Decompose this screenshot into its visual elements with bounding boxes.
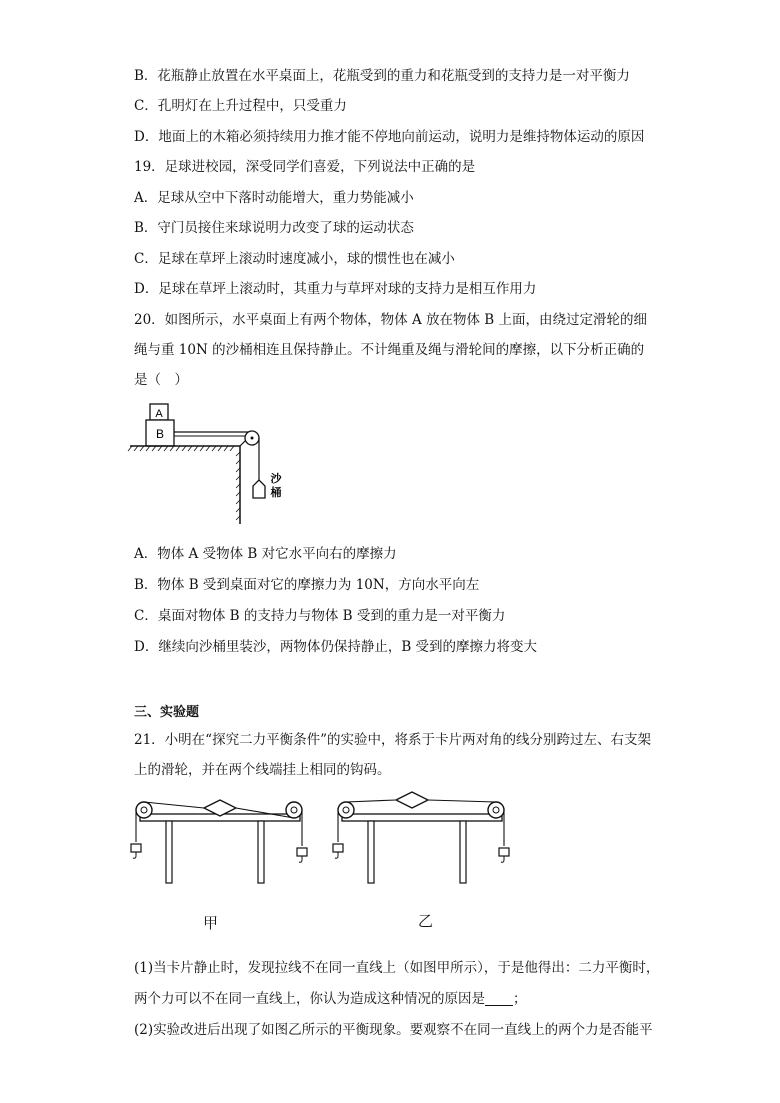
pulley-axle — [251, 437, 254, 440]
hook-right-1 — [299, 856, 302, 862]
thread-right-2 — [428, 800, 496, 802]
q18-option-c: C．孔明灯在上升过程中，只受重力 — [134, 98, 347, 114]
sand-bucket-label-2: 桶 — [270, 486, 282, 499]
table-right-leg-2 — [460, 821, 466, 883]
figure-caption-right: 乙 — [418, 912, 434, 930]
section-heading: 三、实验题 — [134, 705, 200, 720]
table-left-leg-1 — [166, 821, 172, 883]
pulley-left-1-axle — [141, 807, 147, 813]
hook-right-2 — [501, 856, 504, 862]
q21-part1-line-2-end: ； — [513, 991, 527, 1007]
q19-option-c: C．足球在草坪上滚动时速度减小，球的惯性也在减小 — [134, 251, 455, 267]
pulley-left-2-axle — [343, 807, 349, 813]
q19-option-d: D．足球在草坪上滚动时，其重力与草坪对球的支持力是相互作用力 — [134, 281, 537, 297]
q20-option-d: D．继续向沙桶里装沙，两物体仍保持静止，B 受到的摩擦力将变大 — [134, 639, 538, 655]
q20-stem-line-3: 是（ ） — [134, 372, 188, 388]
q21-stem-line-1: 21．小明在“探究二力平衡条件”的实验中，将系于卡片两对角的线分别跨过左、右支架 — [134, 732, 651, 748]
table-left-leg-2 — [258, 821, 264, 883]
table-right-top — [342, 814, 502, 821]
q20-figure — [128, 398, 288, 528]
figure-caption-left: 甲 — [203, 914, 219, 932]
block-a-label: A — [155, 408, 163, 420]
hook-left-2 — [335, 852, 338, 858]
q19-stem: 19．足球进校园，深受同学们喜爱，下列说法中正确的是 — [134, 159, 476, 175]
q21-part1-line-2 — [134, 989, 527, 1009]
q20-stem-line-1: 20．如图所示，水平桌面上有两个物体，物体 A 放在物体 B 上面，由绕过定滑轮的细 — [134, 312, 648, 328]
card-right — [396, 792, 428, 808]
q18-option-d: D．地面上的木箱必须持续用力推才能不停地向前运动，说明力是维持物体运动的原因 — [134, 129, 645, 145]
table-right-leg-1 — [368, 821, 374, 883]
hook-left-1 — [133, 852, 136, 858]
q21-part1-line-1: (1)当卡片静止时，发现拉线不在同一直线上（如图甲所示），于是他得出：二力平衡时， — [134, 960, 660, 976]
pulley-right-1-axle — [291, 807, 297, 813]
q19-option-b: B．守门员接住来球说明力改变了球的运动状态 — [134, 220, 414, 236]
thread-left-2 — [346, 800, 396, 802]
q21-part2-line-1: (2)实验改进后出现了如图乙所示的平衡现象。要观察不在同一直线上的两个力是否能平 — [134, 1022, 653, 1038]
weight-right-2 — [499, 848, 509, 856]
pulley-right-2-axle — [493, 807, 499, 813]
answer-blank[interactable] — [485, 991, 513, 1006]
block-b-label: B — [155, 427, 165, 441]
weight-right-1 — [297, 848, 307, 856]
q21-figure-left — [126, 788, 316, 888]
q20-stem-line-2: 绳与重 10N 的沙桶相连且保持静止。不计绳重及绳与滑轮间的摩擦，以下分析正确的 — [134, 342, 645, 358]
weight-left-1 — [131, 844, 141, 852]
q20-option-a: A．物体 A 受物体 B 对它水平向右的摩擦力 — [134, 546, 397, 562]
q18-option-b: B．花瓶静止放置在水平桌面上，花瓶受到的重力和花瓶受到的支持力是一对平衡力 — [134, 68, 630, 84]
q21-figure-right — [328, 788, 518, 888]
weight-left-2 — [333, 844, 343, 852]
q21-part1-line-2-text: 两个力可以不在同一直线上，你认为造成这种情况的原因是 — [134, 991, 485, 1007]
q19-option-a: A．足球从空中下落时动能增大，重力势能减小 — [134, 190, 414, 206]
q20-option-c: C．桌面对物体 B 的支持力与物体 B 受到的重力是一对平衡力 — [134, 608, 506, 624]
q21-stem-line-2: 上的滑轮，并在两个线端挂上相同的钩码。 — [134, 762, 391, 778]
thread-left-1 — [144, 802, 204, 808]
sand-bucket-label-1: 沙 — [270, 472, 282, 485]
q20-option-b: B．物体 B 受到桌面对它的摩擦力为 10N，方向水平向左 — [134, 577, 480, 593]
sand-bucket — [253, 480, 265, 498]
